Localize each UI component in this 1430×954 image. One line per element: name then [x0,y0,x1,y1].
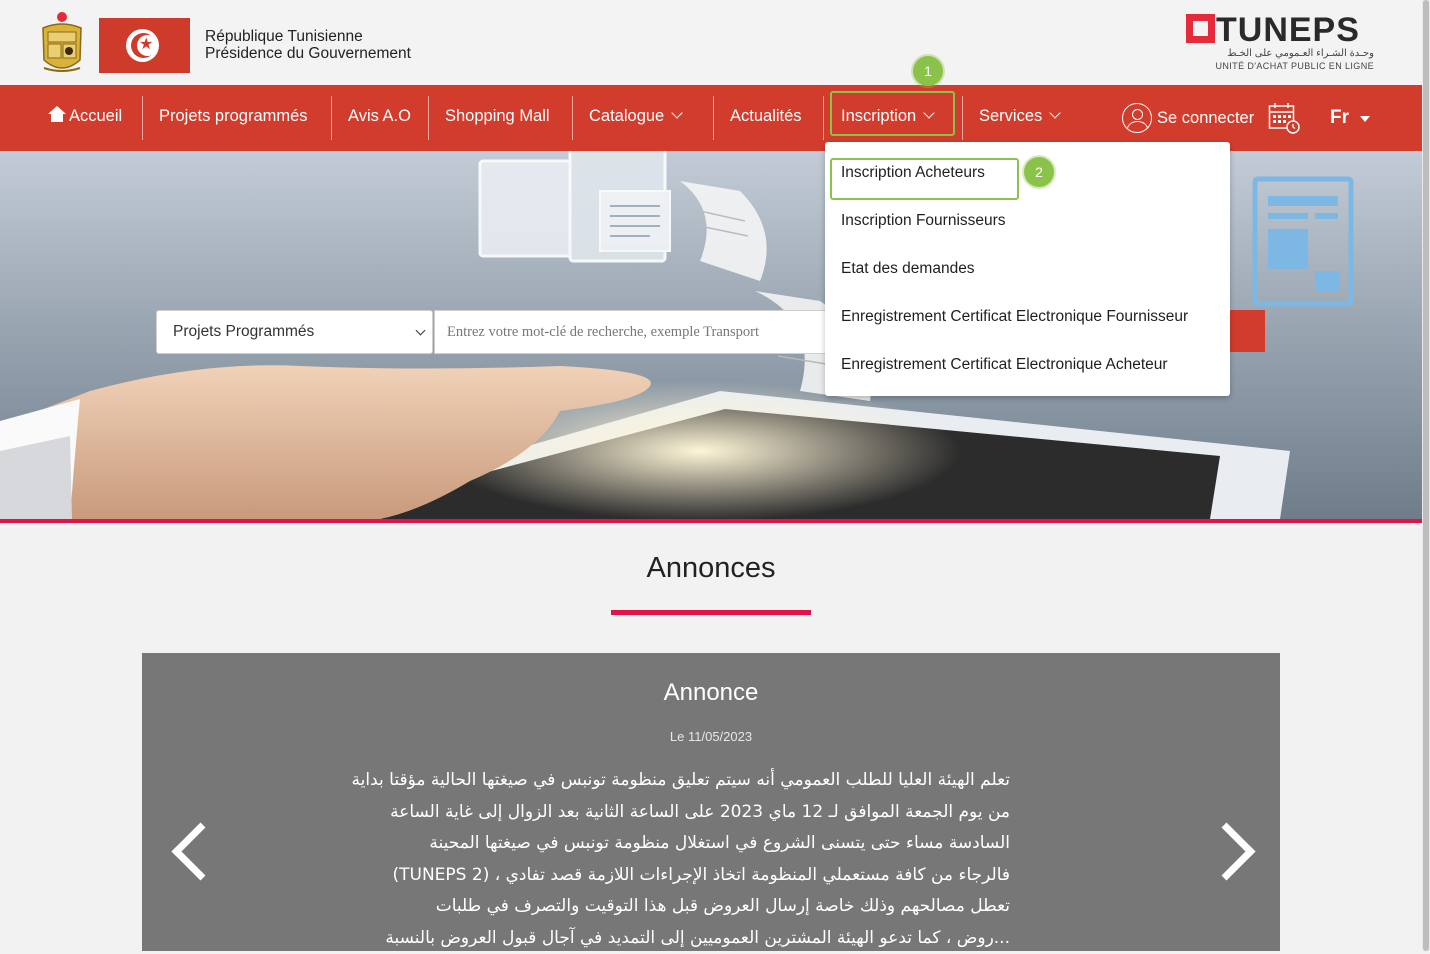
carousel-next-arrow-icon[interactable] [1198,823,1256,881]
caret-down-icon[interactable] [1360,116,1370,122]
logo-square-icon [1186,14,1215,43]
nav-catalogue-label: Catalogue [589,107,664,125]
announcement-line: تعلم الهيئة العليا للطلب العمومي أنه سيتم تعليق منظومة تونبس في صيغتها الحالية مؤقتا بداية [410,765,1010,797]
announcement-line: فالرجاء من كافة مستعملي المنظومة اتخاذ الإجراءات اللازمة قصد تفادي ، (TUNEPS 2) [410,860,1010,892]
search-input[interactable]: Entrez votre mot-clé de recherche, exemple Transport [434,310,834,354]
tuneps-logo[interactable] [1186,14,1378,74]
gov-line-2: Présidence du Gouvernement [205,45,411,62]
chevron-down-icon [1050,107,1061,118]
nav-avis[interactable]: Avis A.O [348,85,411,151]
announcement-line: من يوم الجمعة الموافق لـ 12 ماي 2023 على الساعة الثانية بعد الزوال إلى غاية الساعة [410,797,1010,829]
logo-subtitle: UNITÉ D'ACHAT PUBLIC EN LIGNE [1215,61,1374,71]
annotation-badge-2: 2 [1024,157,1054,187]
nav-divider [962,96,963,140]
announcement-text [410,765,1010,954]
announcement-line: السادسة مساء حتى يتسنى الشروع في استغلال منظومة تونبس في صيغتها المحينة [410,828,1010,860]
chevron-down-icon [416,326,426,336]
user-icon[interactable] [1122,103,1152,133]
nav-divider [572,96,573,140]
search-category-select[interactable] [156,310,433,354]
nav-home[interactable] [48,85,122,151]
hero-bottom-border [0,519,1422,523]
home-icon [48,106,66,122]
page-scrollbar[interactable] [1422,0,1430,951]
menu-item-inscription-fournisseurs[interactable]: Inscription Fournisseurs [841,212,1006,230]
menu-item-inscription-acheteurs[interactable]: Inscription Acheteurs [841,164,985,182]
nav-inscription-label: Inscription [841,107,916,125]
coat-of-arms-logo [38,10,86,78]
logo-wordmark: TUNEPS [1216,11,1360,50]
government-title [205,28,411,62]
header [0,0,1422,85]
announcement-title: Annonce [142,679,1280,707]
chevron-down-icon [672,107,683,118]
language-selector[interactable]: Fr [1330,85,1349,151]
nav-divider [331,96,332,140]
nav-actualites[interactable]: Actualités [730,85,802,151]
highlight-box-acheteurs [830,158,1019,200]
search-category-value: Projets Programmés [173,323,314,340]
announcement-line: تعطل مصالحهم وذلك خاصة إرسال العروض قبل هذا التوقيت والتصرف في طلبات [410,891,1010,923]
nav-projets[interactable]: Projets programmés [159,85,308,151]
announcement-line: ...روض ، كما تدعو الهيئة المشترين العموميين إلى التمديد في آجال قبول العروض بالنسبة [410,923,1010,954]
announcement-carousel [142,653,1280,951]
annotation-badge-1: 1 [913,56,943,86]
search-button[interactable] [1230,310,1265,352]
menu-item-certificat-fournisseur[interactable]: Enregistrement Certificat Electronique Fournisseur [841,308,1188,326]
menu-item-etat-des-demandes[interactable]: Etat des demandes [841,260,975,278]
nav-divider [142,96,143,140]
nav-divider [713,96,714,140]
login-link[interactable]: Se connecter [1157,85,1254,151]
tunisia-flag [99,18,190,73]
gov-line-1: République Tunisienne [205,28,411,45]
calendar-icon[interactable] [1268,102,1300,134]
nav-shopping-mall[interactable]: Shopping Mall [445,85,550,151]
nav-divider [428,96,429,140]
nav-services-label: Services [979,107,1042,125]
annonces-section-title: Annonces [0,552,1422,585]
nav-home-label: Accueil [69,107,122,125]
announcement-date: Le 11/05/2023 [142,729,1280,744]
star-icon: ★ [139,35,153,55]
nav-divider [823,96,824,140]
section-underline [611,610,811,615]
scrollbar-thumb[interactable] [1423,0,1429,951]
menu-item-certificat-acheteur[interactable]: Enregistrement Certificat Electronique Acheteur [841,356,1168,374]
nav-catalogue[interactable] [589,85,681,151]
highlight-box-inscription [830,91,955,136]
logo-arabic: وحـدة الشـراء العـمومي على الخـط [1227,48,1374,59]
carousel-prev-arrow-icon[interactable] [172,823,230,881]
